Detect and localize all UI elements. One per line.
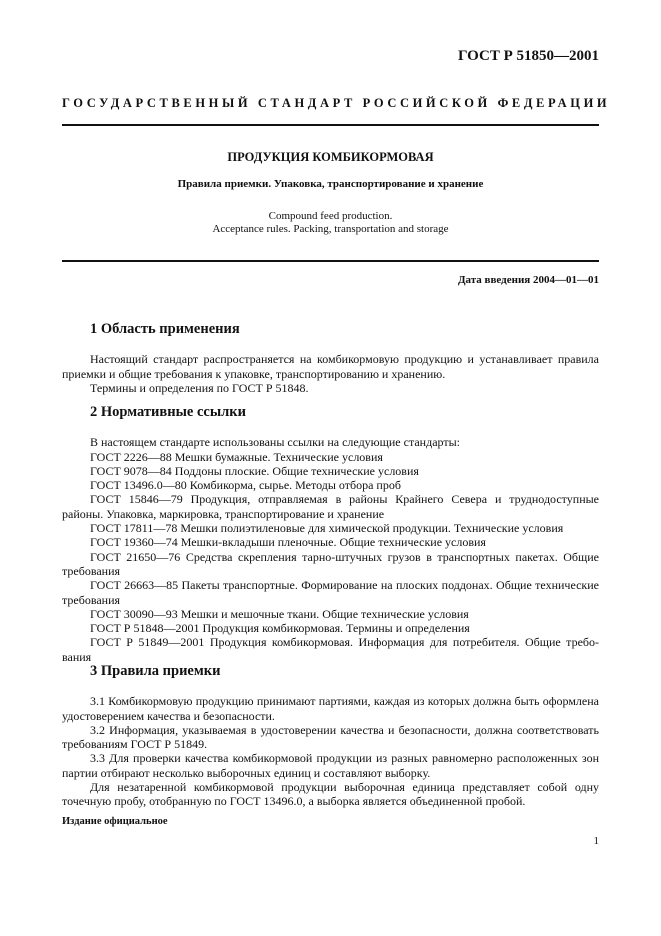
gost-code: ГОСТ Р 51850—2001 <box>457 48 599 64</box>
section-scope <box>62 322 599 395</box>
top-rule <box>62 124 599 126</box>
title-rule <box>62 260 599 262</box>
paragraph: Настоящий стандарт распространяется на комбикормовую продукцию и устанавливает правила приемки и общие требования к упаковке, транспортированию и хранению. <box>62 352 599 381</box>
reference-item: ГОСТ 13496.0—80 Комбикорма, сырье. Методы отбора проб <box>90 478 401 493</box>
reference-item: ГОСТ 21650—76 Средства скрепления тарно-штучных грузов в транспортных пакетах. Общие требования <box>62 549 599 578</box>
paragraph: В настоящем стандарте использованы ссылки на следующие стандарты: <box>90 435 461 450</box>
reference-item: ГОСТ 26663—85 Пакеты транспортные. Формирование на плоских поддонах. Общие технические требования <box>62 578 599 607</box>
reference-item: ГОСТ 30090—93 Мешки и мешочные ткани. Общие технические условия <box>90 606 469 621</box>
section-references <box>62 405 599 664</box>
paragraph: Для незатаренной комбикормовой продукции выборочная единица представляет собой одну точечную пробу, отобранную по ГОСТ 13496.0, а выборка является объединенной пробой. <box>62 780 599 809</box>
section-heading: 1 Область применения <box>90 321 240 337</box>
reference-item: ГОСТ 2226—88 Мешки бумажные. Технические условия <box>90 449 383 464</box>
reference-item: ГОСТ 9078—84 Поддоны плоские. Общие технические условия <box>90 463 419 478</box>
reference-item: ГОСТ 15846—79 Продукция, отправляемая в районы Крайнего Севера и труднодоступные районы. Упаковка, маркировка, транспортирование и хранение <box>62 492 599 521</box>
paragraph: Термины и определения по ГОСТ Р 51848. <box>90 380 309 395</box>
english-title-line1: Compound feed production. <box>268 210 393 222</box>
section-heading: 2 Нормативные ссылки <box>90 404 246 420</box>
section-heading: 3 Правила приемки <box>90 663 221 679</box>
introduction-date: Дата введения 2004—01—01 <box>457 274 599 286</box>
english-title-line2: Acceptance rules. Packing, transportation and storage <box>212 223 449 235</box>
paragraph: 3.2 Информация, указываемая в удостоверении качества и безопасности, должна соответствовать требованиям ГОСТ Р 51849. <box>62 722 599 752</box>
reference-item: ГОСТ 19360—74 Мешки-вкладыши пленочные. Общие технические условия <box>90 535 486 550</box>
official-edition-note: Издание официальное <box>62 816 168 827</box>
page-number: 1 <box>593 835 599 847</box>
reference-item: ГОСТ 17811—78 Мешки полиэтиленовые для химической продукции. Технические условия <box>90 521 564 536</box>
reference-item: ГОСТ Р 51849—2001 Продукция комбикормовая. Информация для потребителя. Общие требования <box>62 635 599 664</box>
document-title: ПРОДУКЦИЯ КОМБИКОРМОВАЯ <box>227 150 434 164</box>
section-acceptance-rules <box>62 664 599 809</box>
paragraph: 3.3 Для проверки качества комбикормовой продукции из разных равномерно расположенных зон партии отбирают несколько выборочных единиц и составляют выборку. <box>62 751 599 780</box>
document-subtitle: Правила приемки. Упаковка, транспортирование и хранение <box>177 178 484 190</box>
state-standard-heading: ГОСУДАРСТВЕННЫЙ СТАНДАРТ РОССИЙСКОЙ ФЕДЕРАЦИИ <box>62 96 611 110</box>
paragraph: 3.1 Комбикормовую продукцию принимают партиями, каждая из которых должна быть оформлена удостоверением качества и безопасности. <box>62 694 599 723</box>
reference-item: ГОСТ Р 51848—2001 Продукция комбикормовая. Термины и определения <box>90 621 470 636</box>
